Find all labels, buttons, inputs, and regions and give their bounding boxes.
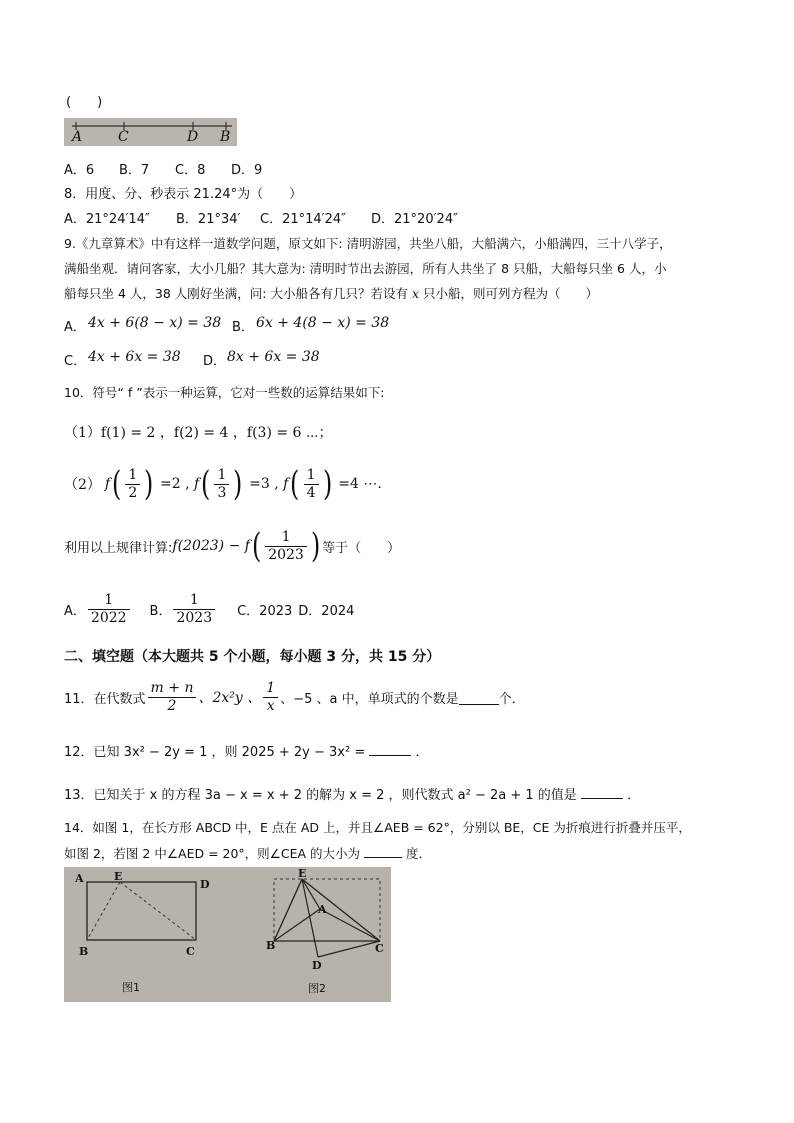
q7-option-d: D．9 [231, 163, 263, 178]
q10-option-b-label: B． [149, 603, 172, 619]
q12-answer-blank[interactable] [369, 741, 411, 756]
fraction-half: $\frac{1}{2}$ [125, 467, 140, 502]
q10-calc-suffix: 等于（ ） [322, 540, 401, 556]
q7-paren: ( ) [66, 95, 103, 110]
q10-row-2-val-2: 3 [260, 476, 270, 492]
fig1-label-b: B [79, 945, 89, 958]
fig1-caption: 图1 [122, 981, 140, 994]
q10-calc: 利用以上规律计算: f(2023) − f ( $\frac{1}{2023}$ ) 等于（ ） [64, 526, 401, 566]
q9-option-d-label: D． [203, 354, 227, 369]
q13 [64, 784, 640, 803]
q8-option-d: D．21°20′24″ [371, 212, 458, 227]
q9-option-d-eq: 8x + 6x = 38 [227, 349, 320, 365]
q14-line-2 [64, 843, 431, 862]
q9-option-a-label: A． [64, 320, 86, 335]
q10-option-c: C．2023 [237, 603, 293, 619]
q14-answer-blank[interactable] [364, 843, 402, 858]
q10-options [64, 589, 354, 629]
q7-line-figure [64, 118, 237, 146]
q8-stem: 8．用度、分、秒表示 21.24°为（ ） [64, 187, 303, 202]
section-2-title: 二、填空题（本大题共 5 个小题，每小题 3 分，共 15 分） [64, 649, 441, 665]
q9-line-3a: 船每只坐 4 人，38 人刚好坐满，问: 大小船各有几只？若设有 [64, 286, 412, 301]
q10-calc-prefix: 利用以上规律计算: [64, 540, 173, 556]
q7-option-b: B．7 [119, 163, 150, 178]
fraction-1-over-2023: $\frac{1}{2023}$ [265, 529, 307, 564]
q9-line-3b: 只小船，则可列方程为（ ） [419, 286, 598, 301]
q13-end: ． [627, 788, 641, 803]
fig2-label-a: A [318, 903, 327, 916]
q12-end: ． [415, 745, 429, 760]
q9-line-2: 满船坐观．请问客家，大小几船？其大意为: 清明时节出去游园，所有人共坐了 8 只船，大船每只坐 6 人，小 [64, 261, 667, 276]
q14-figures [64, 867, 391, 1002]
fig2-label-c: C [375, 942, 384, 955]
fig2-label-e: E [298, 867, 307, 880]
q8-option-b: B．21°34′ [176, 212, 241, 227]
q9-option-b-eq: 6x + 4(8 − x) = 38 [256, 315, 390, 331]
q9-option-a-eq: 4x + 6(8 − x) = 38 [88, 315, 222, 331]
q13-text: 13．已知关于 x 的方程 3a − x = x + 2 的解为 x = 2 ，则代数式 a² − 2a + 1 的值是 [64, 788, 577, 803]
point-label-d: D [187, 129, 199, 145]
q14-line-1: 14．如图 1，在长方形 ABCD 中，E 点在 AD 上，并且∠AEB = 62°，分别以 BE，CE 为折痕进行折叠并压平， [64, 820, 691, 835]
q10-stem: 10．符号“ f ”表示一种运算，它对一些数的运算结果如下: [64, 385, 385, 400]
q7-option-c: C．8 [175, 163, 206, 178]
q10-option-a-label: A． [64, 603, 86, 619]
fig2-caption: 图2 [308, 982, 326, 995]
q9-var-x: x [411, 286, 420, 301]
q7-option-a: A．6 [64, 163, 95, 178]
q9-line-1: 9.《九章算术》中有这样一道数学问题，原文如下: 清明游园，共坐八船，大船满六，小船满四，三十八学子， [64, 236, 672, 251]
q10-row-1: （1）f(1) = 2 ，f(2) = 4 ，f(3) = 6 ⋯； [64, 425, 333, 441]
q10-row-2-val-1: 2 [171, 476, 181, 492]
fig1-label-e: E [114, 870, 123, 883]
q9-option-b-label: B． [232, 320, 254, 335]
q8-option-a: A．21°24′14″ [64, 212, 150, 227]
fraction-quarter: $\frac{1}{4}$ [304, 467, 319, 502]
q12-text: 12．已知 3x² − 2y = 1 ，则 2025 + 2y − 3x² = [64, 745, 366, 760]
q14-end: 度． [406, 846, 432, 861]
q8-option-c: C．21°14′24″ [260, 212, 347, 227]
q14-line-2-text: 如图 2，若图 2 中∠AED = 20°，则∠CEA 的大小为 [64, 846, 361, 861]
fraction-third: $\frac{1}{3}$ [214, 467, 229, 502]
q11-end: 个． [498, 691, 525, 707]
q11-mid: 、2x²y 、 [198, 690, 262, 706]
q11-frac-1: $\frac{m + n}{2}$ [148, 680, 197, 715]
point-label-b: B [220, 129, 231, 145]
q10-row-2: （2） f ( $\frac{1}{2}$ ) = 2 , f ( $\frac{1}{3}$ ) = 3 , f ( $\frac{1}{4}$ ) = 4 ⋯. [64, 464, 382, 504]
q13-answer-blank[interactable] [581, 784, 623, 799]
q11 [64, 675, 525, 719]
point-label-c: C [118, 129, 129, 145]
q12 [64, 741, 429, 760]
point-label-a: A [72, 129, 83, 145]
fig2-label-b: B [266, 939, 276, 952]
fig2-label-d: D [312, 959, 322, 972]
q9-option-c-label: C． [64, 354, 87, 369]
q10-row-2-label: （2） [64, 477, 101, 493]
q10-option-a-frac: $\frac{1}{2022}$ [88, 592, 130, 627]
q10-calc-expr: f(2023) − f [172, 538, 250, 554]
q11-prefix: 11．在代数式 [64, 691, 146, 707]
q10-row-2-val-3: 4 [349, 476, 359, 492]
fig1-label-a: A [75, 872, 84, 885]
fig1-label-c: C [186, 945, 195, 958]
q11-answer-blank[interactable] [459, 690, 499, 705]
q10-option-d: D．2024 [298, 603, 355, 619]
q10-option-b-frac: $\frac{1}{2023}$ [173, 592, 215, 627]
q9-line-3 [64, 284, 598, 302]
fig1-label-d: D [200, 878, 210, 891]
q9-option-c-eq: 4x + 6x = 38 [88, 349, 181, 365]
q11-suffix: 、−5 、a 中，单项式的个数是 [280, 691, 459, 707]
q11-frac-2: $\frac{1}{x}$ [263, 680, 278, 715]
